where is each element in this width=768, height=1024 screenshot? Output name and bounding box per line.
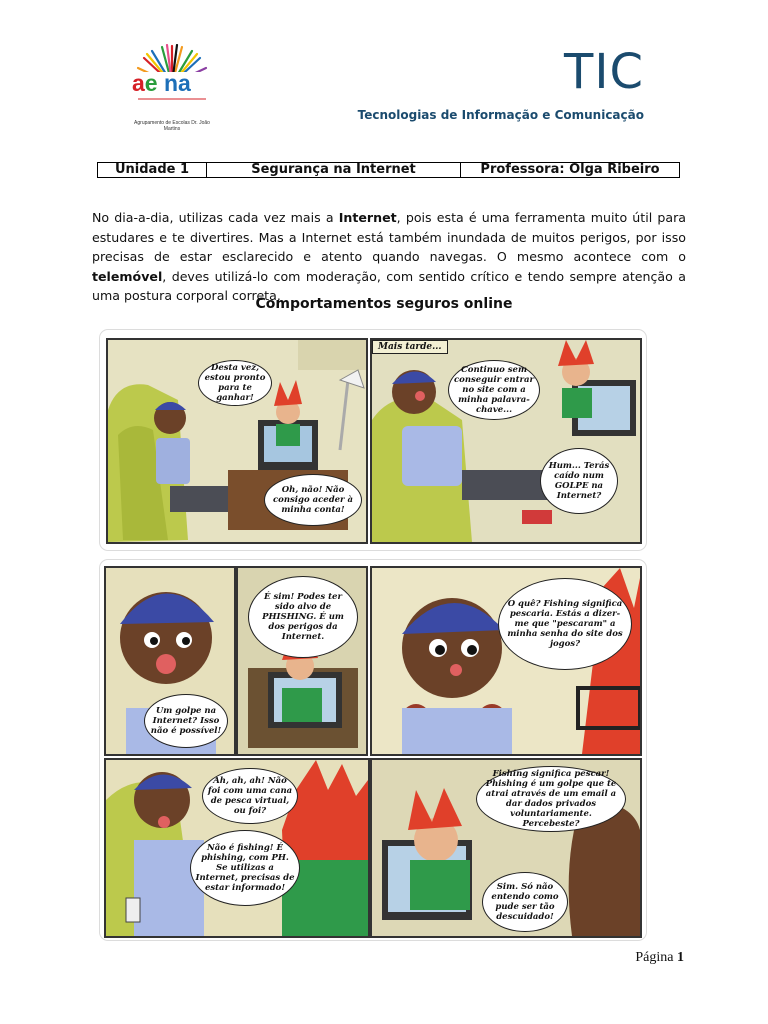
comic-panel-7: [370, 758, 642, 938]
speech-bubble: Desta vez, estou pronto para te ganhar!: [198, 360, 272, 406]
comic-strip-bottom: [100, 560, 646, 940]
speech-bubble: Sim. Só não entendo como pude ser tão descuidado!: [482, 872, 568, 932]
speech-bubble: Hum... Terás caído num GOLPE na Internet?: [540, 448, 618, 514]
speech-bubble: É sim! Podes ter sido alvo de PHISHING. É um dos perigos da Internet.: [248, 576, 358, 658]
school-logo: [128, 44, 216, 134]
comic-panel-6: [104, 758, 370, 938]
speech-bubble: Um golpe na Internet? Isso não é possível!: [144, 694, 228, 748]
speech-bubble: O quê? Fishing significa pescaria. Estás a dizer-me que "pescaram" a minha senha do site dos jogos?: [498, 578, 632, 670]
speech-bubble: Não é fishing! É phishing, com PH. Se utilizas a Internet, precisas de estar informado!: [190, 830, 300, 906]
speech-bubble: Oh, não! Não consigo aceder à minha conta!: [264, 474, 362, 526]
comic-panel-4: [236, 566, 368, 756]
unit-table: [97, 162, 680, 178]
speech-bubble: Ah, ah, ah! Não foi com uma cana de pesca virtual, ou foi?: [202, 768, 298, 824]
comic-panel-2: [370, 338, 642, 544]
page-title: TIC: [564, 44, 644, 100]
section-title: Comportamentos seguros online: [255, 296, 513, 312]
comic-panel-3: [104, 566, 236, 756]
topic-cell: Segurança na Internet: [207, 163, 461, 178]
comic-caption: Mais tarde...: [372, 340, 448, 354]
speech-bubble: Continuo sem conseguir entrar no site com a minha palavra-chave...: [448, 360, 540, 420]
comic-panel-1: [106, 338, 368, 544]
unit-cell: Unidade 1: [98, 163, 207, 178]
comic-panel-5: [370, 566, 642, 756]
intro-paragraph: No dia-a-dia, utilizas cada vez mais a Internet, pois esta é uma ferramenta muito útil para estudares e te divertires. Mas a Internet está também inundada de muitos perigos, por isso precisas de estar esclarecido e atento quando navegas. O mesmo acontece com o telemóvel, deves utilizá-lo com moderação, com sentido crítico e tendo sempre atenção a uma postura corporal correta.: [92, 210, 686, 303]
logo-subtitle: Agrupamento de Escolas Dr. João Martins: [134, 120, 210, 132]
teacher-cell: Professora: Olga Ribeiro: [461, 163, 680, 178]
logo-wordmark: ae na: [132, 70, 191, 96]
speech-bubble: Fishing significa pescar! Phishing é um golpe que te atrai através de um email a dar dados privados voluntariamente. Percebeste?: [476, 766, 626, 832]
comic-strip-top: [100, 330, 646, 550]
page-footer: Página 1: [635, 950, 684, 965]
page-subtitle: Tecnologias de Informação e Comunicação: [357, 108, 644, 122]
